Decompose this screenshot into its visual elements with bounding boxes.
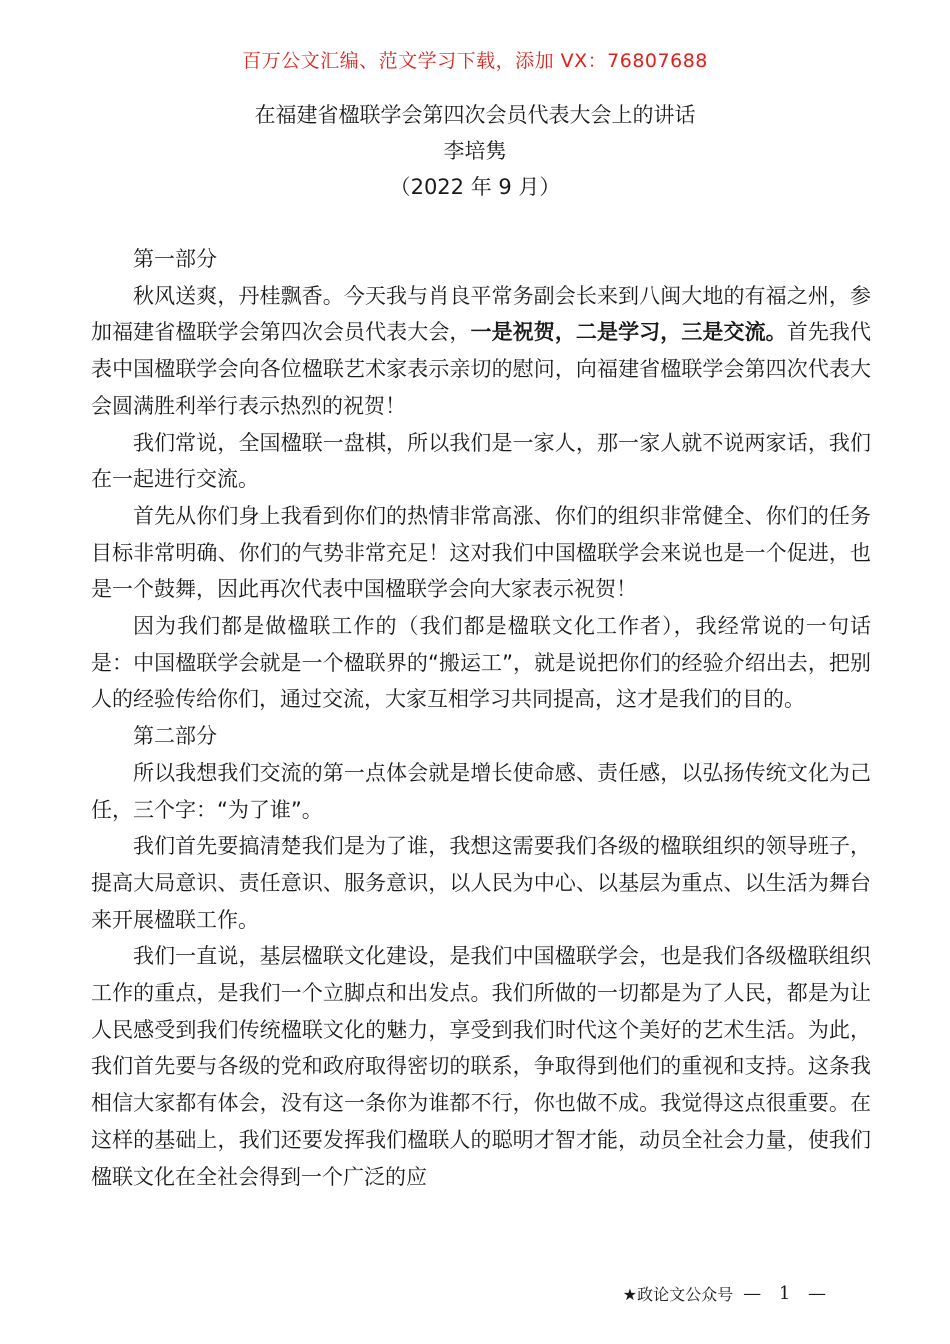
footer-source: ★政论文公众号 [622, 1285, 734, 1304]
paragraph: 我们首先要搞清楚我们是为了谁，我想这需要我们各级的楹联组织的领导班子，提高大局意识、责任意识、服务意识，以人民为中心、以基层为重点、以生活为舞台来开展楹联工作。 [91, 834, 871, 932]
paragraph-emphasis: 一是祝贺，二是学习，三是交流。 [470, 320, 787, 345]
paragraph: 因为我们都是做楹联工作的（我们都是楹联文化工作者），我经常说的一句话是：中国楹联学会就是一个楹联界的“搬运工”，就是说把你们的经验介绍出去，把别人的经验传给你们，通过交流，大家互相学习共同提高，这才是我们的目的。 [91, 614, 871, 712]
section-heading: 第一部分 [133, 247, 217, 271]
paragraph-text: 秋风送爽，丹桂飘香。今天我与肖良平常务副会长来到八闽大地的有福之州，参加福建省楹联学会第四次会员代表大会， [91, 283, 871, 345]
paragraph-text: 首先我代表中国楹联学会向各位楹联艺术家表示亲切的慰问，向福建省楹联学会第四次代表大会圆满胜利举行表示热烈的祝贺！ [91, 320, 871, 418]
title-block [0, 97, 950, 205]
paragraph: 所以我想我们交流的第一点体会就是增长使命感、责任感，以弘扬传统文化为己任，三个字：“为了谁”。 [91, 760, 871, 822]
document-body [91, 241, 871, 1195]
speech-author: 李培隽 [443, 139, 507, 163]
paragraph: 我们一直说，基层楹联文化建设，是我们中国楹联学会，也是我们各级楹联组织工作的重点，是我们一个立脚点和出发点。我们所做的一切都是为了人民，都是为让人民感受到我们传统楹联文化的魅力，享受到我们时代这个美好的艺术生活。为此，我们首先要与各级的党和政府取得密切的联系，争取得到他们的重视和支持。这条我相信大家都有体会，没有这一条你为谁都不行，你也做不成。我觉得这点很重要。在这样的基础上，我们还要发挥我们楹联人的聪明才智才能，动员全社会力量，使我们楹联文化在全社会得到一个广泛的应 [91, 944, 871, 1189]
paragraph: 首先从你们身上我看到你们的热情非常高涨、你们的组织非常健全、你们的任务目标非常明确、你们的气势非常充足！这对我们中国楹联学会来说也是一个促进，也是一个鼓舞，因此再次代表中国楹联学会向大家表示祝贺！ [91, 503, 871, 602]
page-number: — 1 — [743, 1283, 832, 1304]
paragraph: 我们常说，全国楹联一盘棋，所以我们是一家人，那一家人就不说两家话，我们在一起进行交流。 [91, 430, 871, 492]
speech-date: （2022 年 9 月） [389, 175, 561, 199]
watermark-banner: 百万公文汇编、范文学习下载，添加 VX：76807688 [242, 50, 708, 72]
page-footer [623, 1282, 832, 1305]
speech-title: 在福建省楹联学会第四次会员代表大会上的讲话 [254, 103, 696, 127]
paragraph [91, 278, 871, 425]
section-heading: 第二部分 [133, 724, 217, 749]
